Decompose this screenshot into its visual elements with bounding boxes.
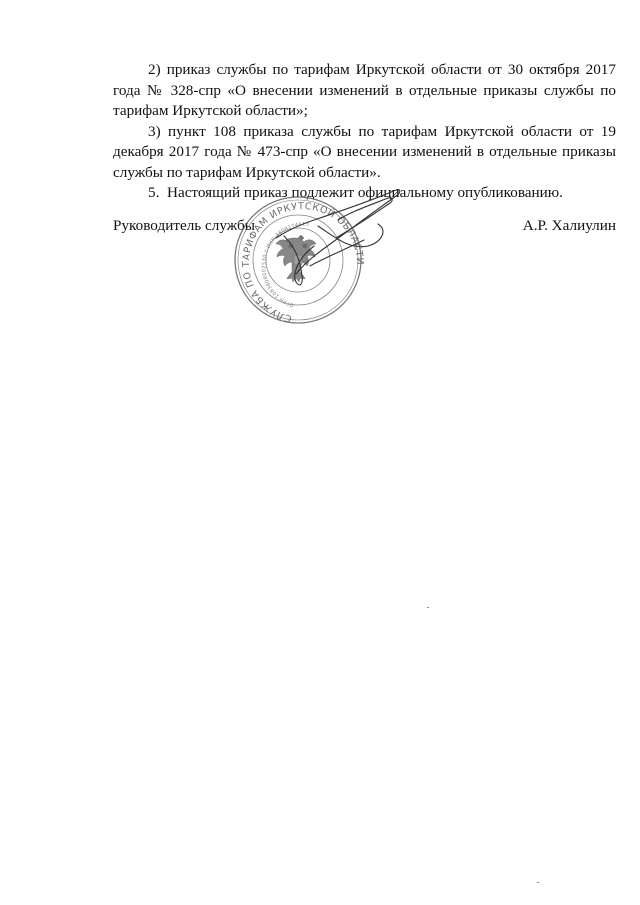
seal-outer-text: СЛУЖБА ПО ТАРИФАМ ИРКУТСКОЙ ОБЛАСТИ bbox=[240, 201, 366, 324]
scan-artifact bbox=[537, 882, 539, 883]
paragraph-item-5: 5. Настоящий приказ подлежит официальному опубликованию. bbox=[148, 184, 563, 201]
paragraph-item-3: 3) пункт 108 приказа службы по тарифам Иркутской области от 19 декабря 2017 года № 473-спр «О внесении изменений в отдельные приказы службы по тарифам Иркутской области». bbox=[113, 122, 616, 181]
seal-inner-text: ОГРН 1083808002530 * ИНН 3808174613 bbox=[261, 221, 310, 308]
signature-role: Руководитель службы bbox=[113, 217, 255, 234]
official-seal-stamp bbox=[218, 180, 408, 330]
scan-artifact bbox=[427, 607, 429, 608]
signature-name: А.Р. Халиулин bbox=[522, 217, 616, 234]
coat-of-arms-icon bbox=[276, 235, 316, 282]
paragraph-item-2: 2) приказ службы по тарифам Иркутской области от 30 октября 2017 года № 328-спр «О внесении изменений в отдельные приказы службы по тарифам Иркутской области»; bbox=[113, 61, 616, 119]
